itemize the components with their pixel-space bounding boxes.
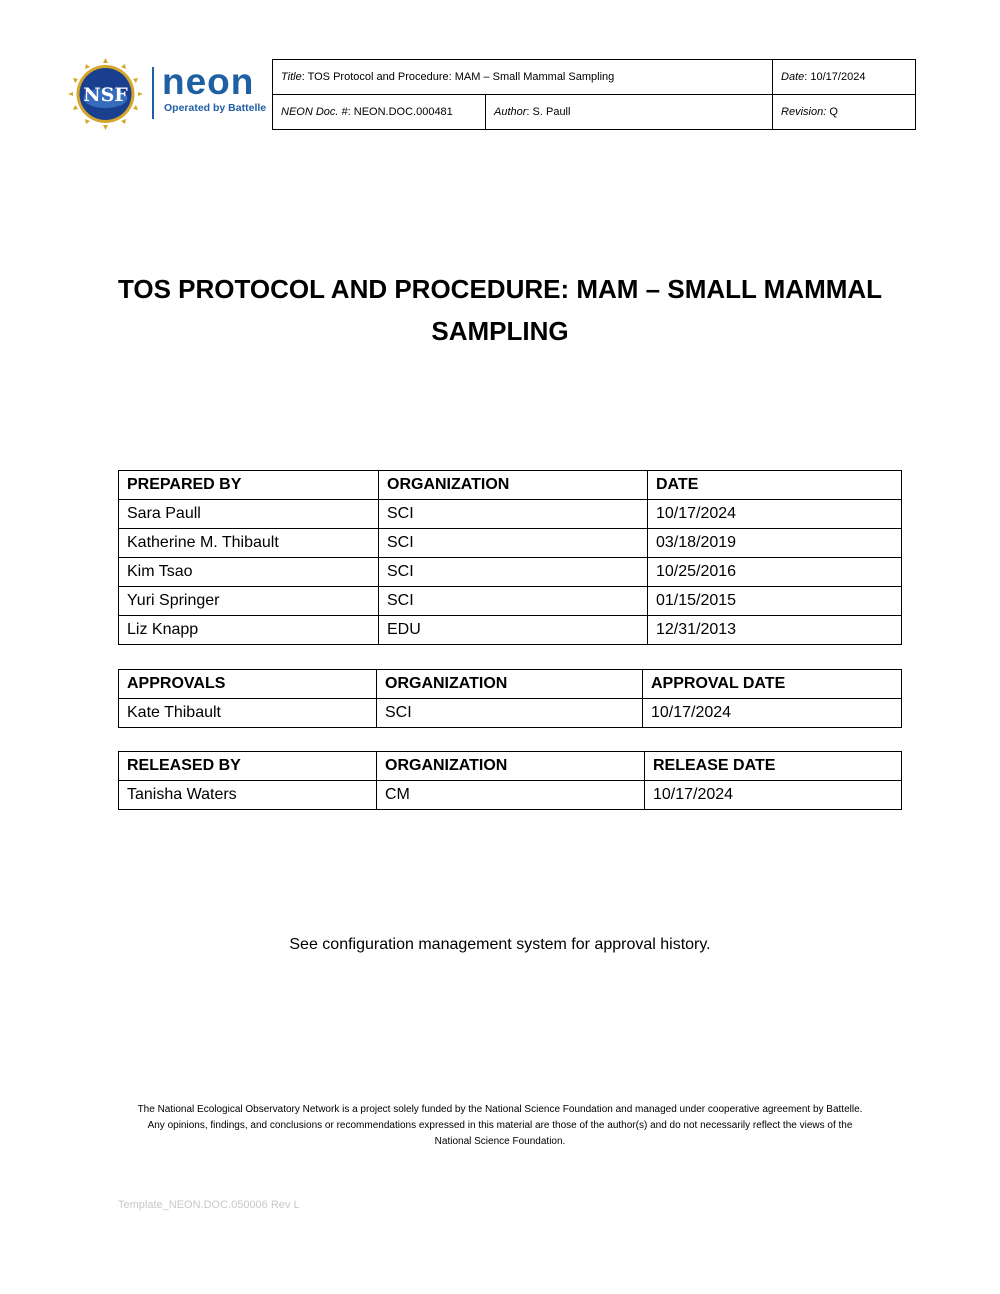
table-row (119, 500, 902, 529)
released-header-org: ORGANIZATION (377, 752, 645, 781)
approval-name: Kate Thibault (119, 699, 377, 728)
prepared-name: Sara Paull (119, 500, 379, 529)
prepared-name: Yuri Springer (119, 587, 379, 616)
prepared-header-date: DATE (648, 471, 902, 500)
released-org: CM (377, 781, 645, 810)
approvals-table (118, 669, 902, 728)
neon-logo (68, 58, 272, 130)
document-title-line-1: TOS PROTOCOL AND PROCEDURE: MAM – SMALL MAMMAL (117, 274, 883, 304)
approvals-header-row (119, 670, 902, 699)
header-title-label: Title (281, 71, 302, 83)
approval-date: 10/17/2024 (643, 699, 902, 728)
funding-line-1: The National Ecological Observatory Network is a project solely funded by the National Science Foundation and managed under cooperative agreement by Battelle. (137, 1104, 863, 1115)
released-date: 10/17/2024 (645, 781, 902, 810)
released-header-date: RELEASE DATE (645, 752, 902, 781)
nsf-seal-icon (68, 58, 143, 130)
nsf-seal-text: NSF (83, 84, 128, 106)
prepared-org: SCI (379, 558, 648, 587)
prepared-date: 01/15/2015 (648, 587, 902, 616)
funding-line-2: Any opinions, findings, and conclusions or recommendations expressed in this material are those of the author(s) and do not necessarily reflect the views of the (147, 1120, 853, 1131)
header-doc-value: : NEON.DOC.000481 (347, 106, 453, 118)
funding-disclaimer (110, 1102, 890, 1150)
table-row (119, 781, 902, 810)
released-header-name: RELEASED BY (119, 752, 377, 781)
released-by-table (118, 751, 902, 810)
header-row-doc (273, 95, 916, 130)
config-management-note: See configuration management system for approval history. (289, 936, 711, 953)
header-date-label: Date (781, 71, 805, 83)
header-author-cell (486, 95, 773, 130)
table-row (119, 699, 902, 728)
prepared-header-name: PREPARED BY (119, 471, 379, 500)
prepared-name: Kim Tsao (119, 558, 379, 587)
prepared-org: SCI (379, 500, 648, 529)
header-author-label: Author (494, 106, 527, 118)
neon-brand: neon (162, 61, 255, 102)
logo-divider (152, 67, 154, 119)
neon-tagline: Operated by Battelle (164, 102, 267, 114)
approvals-header-name: APPROVALS (119, 670, 377, 699)
header-title-value: : TOS Protocol and Procedure: MAM – Small Mammal Sampling (301, 71, 615, 83)
template-id: Template_NEON.DOC.050006 Rev L (118, 1199, 300, 1211)
header-date-value: : 10/17/2024 (804, 71, 866, 83)
header-title-cell (273, 60, 773, 95)
header-revision-label: Revision: (781, 106, 827, 118)
header-revision-cell (773, 95, 916, 130)
header-meta-table (272, 59, 916, 130)
prepared-date: 10/25/2016 (648, 558, 902, 587)
header-revision-value: Q (826, 106, 838, 118)
prepared-header-org: ORGANIZATION (379, 471, 648, 500)
prepared-org: SCI (379, 587, 648, 616)
header-doc-cell (273, 95, 486, 130)
document-title (100, 268, 900, 352)
table-row (119, 616, 902, 645)
released-header-row (119, 752, 902, 781)
prepared-org: SCI (379, 529, 648, 558)
document-title-line-2: SAMPLING (431, 316, 569, 346)
header-doc-label: NEON Doc. # (281, 106, 348, 118)
approvals-header-org: ORGANIZATION (377, 670, 643, 699)
prepared-date: 12/31/2013 (648, 616, 902, 645)
funding-line-3: National Science Foundation. (434, 1136, 566, 1147)
header-row-title (273, 60, 916, 95)
table-row (119, 558, 902, 587)
approvals-header-date: APPROVAL DATE (643, 670, 902, 699)
prepared-by-table (118, 470, 902, 645)
prepared-name: Liz Knapp (119, 616, 379, 645)
prepared-header-row (119, 471, 902, 500)
table-row (119, 529, 902, 558)
approval-org: SCI (377, 699, 643, 728)
prepared-name: Katherine M. Thibault (119, 529, 379, 558)
prepared-date: 03/18/2019 (648, 529, 902, 558)
table-row (119, 587, 902, 616)
prepared-date: 10/17/2024 (648, 500, 902, 529)
prepared-org: EDU (379, 616, 648, 645)
header-author-value: : S. Paull (526, 106, 571, 118)
header-date-cell (773, 60, 916, 95)
released-name: Tanisha Waters (119, 781, 377, 810)
